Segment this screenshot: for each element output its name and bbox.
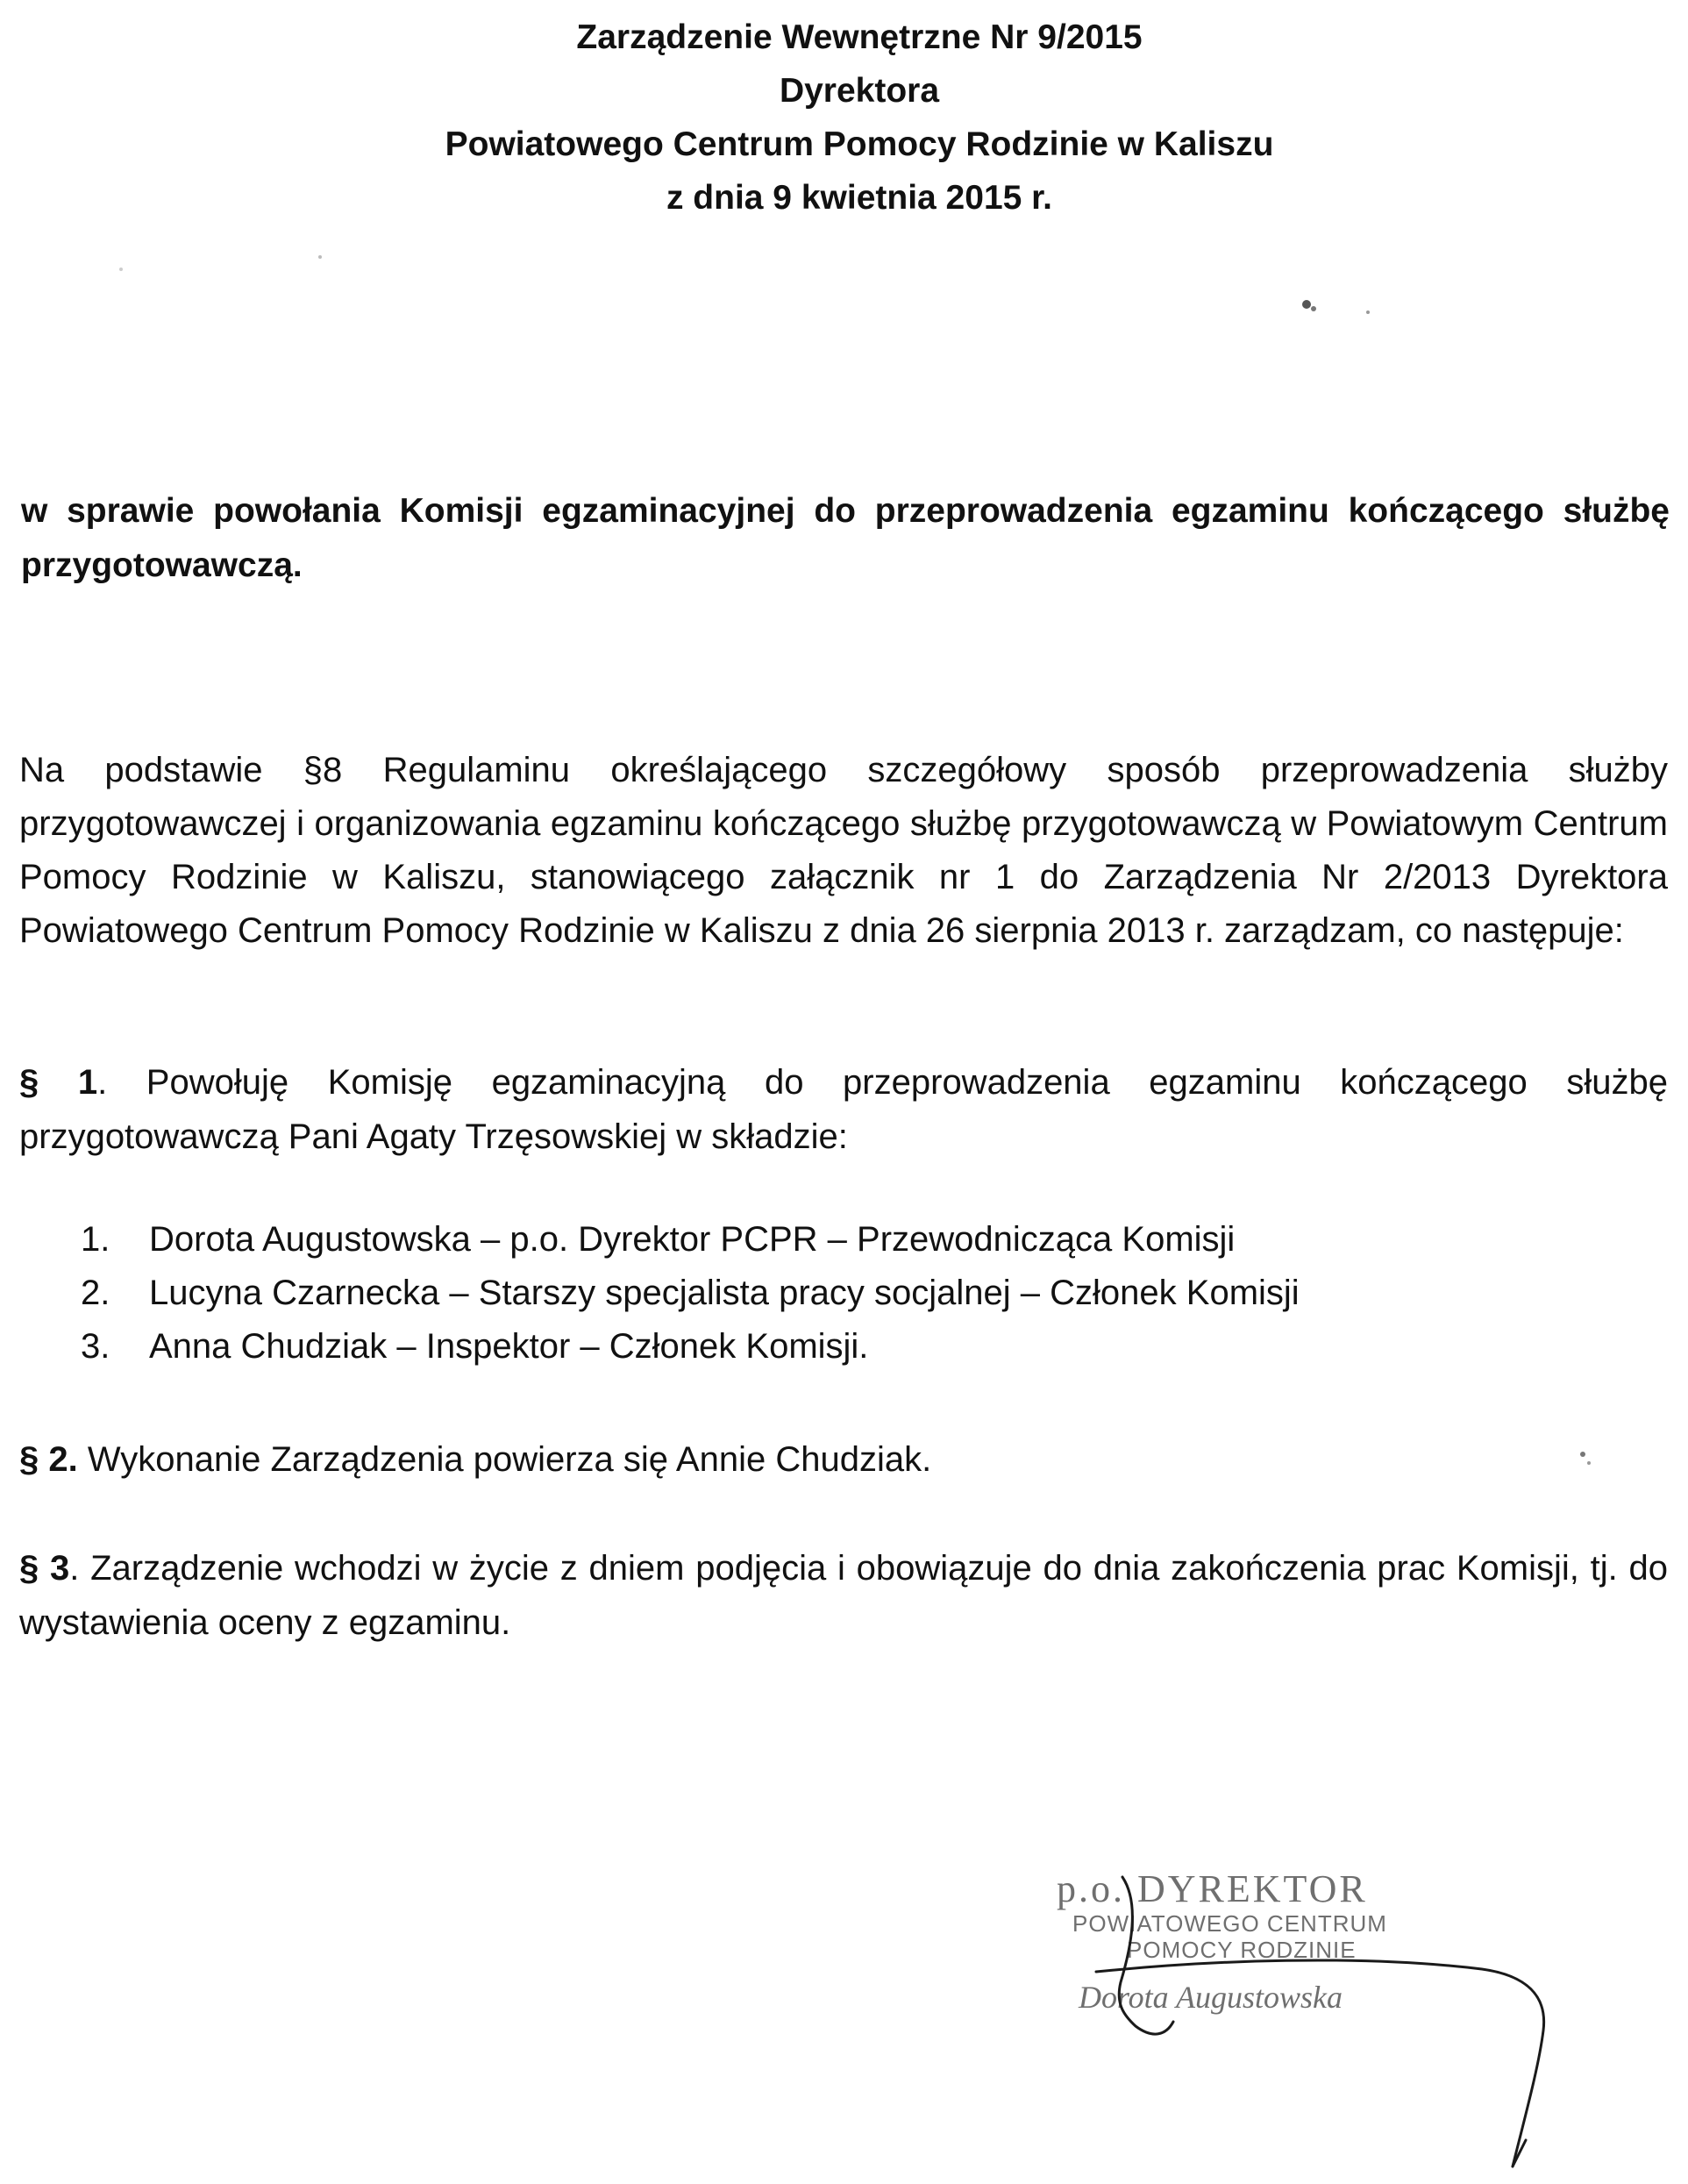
section-1-text: . Powołuję Komisję egzaminacyjną do przeprowadzenia egzaminu kończącego służbę przygotowawczą Pani Agaty Trzęsowskiej w składzie: (19, 1063, 1668, 1156)
document-header (0, 11, 1688, 225)
legal-basis-paragraph: Na podstawie §8 Regulaminu określającego szczegółowy sposób przeprowadzenia służby przygotowawczej i organizowania egzaminu kończącego służbę przygotowawczą w Powiatowym Centrum Pomocy Rodzinie w Kaliszu, stanowiącego załącznik nr 1 do Zarządzenia Nr 2/2013 Dyrektora Powiatowego Centrum Pomocy Rodzinie w Kaliszu z dnia 26 sierpnia 2013 r. zarządzam, co następuje: (19, 751, 1668, 950)
section-1-paragraph (19, 1055, 1668, 1164)
stamp-institution-line-2: POMOCY RODZINIE (1127, 1937, 1357, 1963)
issuer-title: Dyrektora (779, 72, 940, 110)
list-item (81, 1267, 1642, 1320)
issuer-institution: Powiatowego Centrum Pomocy Rodzinie w Kaliszu (445, 125, 1274, 163)
list-item-number: 1. (81, 1220, 110, 1259)
list-item-number: 2. (81, 1274, 110, 1312)
order-title: Zarządzenie Wewnętrzne Nr 9/2015 (576, 18, 1143, 56)
section-3-text: . Zarządzenie wchodzi w życie z dniem podjęcia i obowiązuje do dnia zakończenia prac Komisji, tj. do wystawienia oceny z egzaminu. (19, 1549, 1668, 1642)
list-item-text: Anna Chudziak – Inspektor – Członek Komisji. (149, 1327, 869, 1366)
section-1-number: § 1 (19, 1063, 98, 1102)
list-item-text: Lucyna Czarnecka – Starszy specjalista pracy socjalnej – Członek Komisji (149, 1274, 1300, 1312)
section-2-number: § 2. (19, 1440, 78, 1479)
stamp-name: Dorota Augustowska (1079, 1980, 1343, 2015)
stamp-institution-line-1: POWIATOWEGO CENTRUM (1072, 1910, 1387, 1937)
list-item-number: 3. (81, 1327, 110, 1366)
list-item (81, 1213, 1642, 1267)
order-date: z dnia 9 kwietnia 2015 r. (666, 179, 1053, 217)
section-3-number: § 3 (19, 1549, 70, 1588)
section-2-text: Wykonanie Zarządzenia powierza się Annie Chudziak. (77, 1440, 932, 1479)
list-item (81, 1320, 1642, 1374)
commission-members-list (81, 1213, 1642, 1374)
section-2-paragraph (19, 1432, 1668, 1487)
handwritten-signature (1070, 1851, 1596, 2184)
list-item-text: Dorota Augustowska – p.o. Dyrektor PCPR – Przewodnicząca Komisji (149, 1220, 1236, 1259)
stamp-title: p.o. DYREKTOR (1057, 1867, 1368, 1910)
section-3-paragraph (19, 1541, 1668, 1650)
order-subject: w sprawie powołania Komisji egzaminacyjnej do przeprowadzenia egzaminu kończącego służbę przygotowawczą. (21, 492, 1670, 584)
